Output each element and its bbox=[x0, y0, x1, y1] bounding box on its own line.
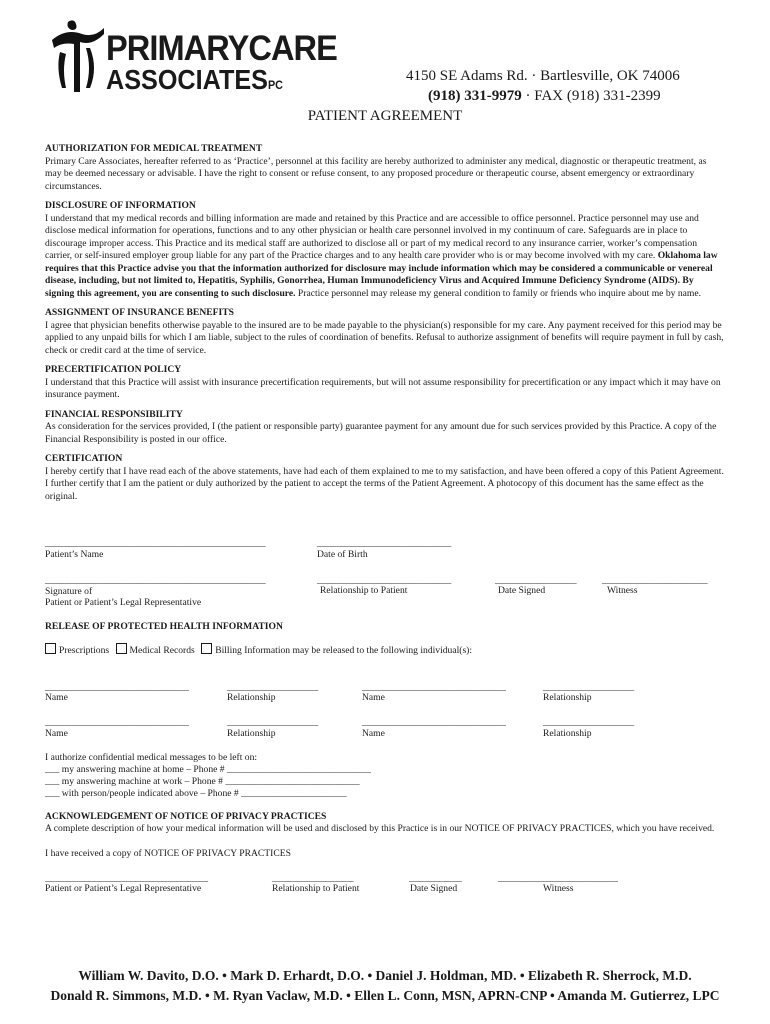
billing-info-label: Billing Information may be released to the following individual(s): bbox=[215, 645, 473, 656]
section-financial bbox=[45, 409, 725, 447]
dob-field[interactable]: ____________________________ bbox=[317, 538, 452, 549]
individual-name-field-4[interactable]: ______________________________ bbox=[362, 717, 506, 728]
message-home-option[interactable]: ___ my answering machine at home – Phone # ______________________________ bbox=[45, 764, 371, 775]
disclosure-law-notice: Oklahoma law requires that this Practice advise you that the information authorized for disclosure may include information which may be considered a communicable or venereal disease, including, but not limited to, Hepatitis, Syphilis, Gonorrhea, Human Immunodeficiency Virus and Acquired Immune Deficiency Syndrome (AIDS). By signing this agreement, you are consenting to such disclosure. bbox=[45, 250, 718, 299]
date-signed-field[interactable]: _________________ bbox=[495, 575, 577, 586]
privacy-rep-field[interactable]: __________________________________ bbox=[45, 873, 209, 884]
privacy-date-field[interactable]: ___________ bbox=[409, 873, 462, 884]
release-heading: RELEASE OF PROTECTED HEALTH INFORMATION bbox=[45, 621, 283, 632]
name-label: Name bbox=[45, 728, 68, 739]
medical-records-label: Medical Records bbox=[129, 645, 195, 656]
section-precertification bbox=[45, 364, 725, 402]
section-heading: CERTIFICATION bbox=[45, 453, 123, 464]
section-text: I agree that physician benefits otherwise payable to the insured are to be made payable to the physician(s) responsible for my care. Any payment received for this period may be applied to any unpaid bills for which I am liable, subject to the rules of coordination of benefits. Refusal to authorize assignment of benefits will require payment in full by cash, check or credit card at the time of service. bbox=[45, 319, 724, 356]
legal-rep-label: Patient or Patient’s Legal Representative bbox=[45, 597, 202, 608]
section-text: As consideration for the services provided, I (the patient or responsible party) guarantee payment for any amount due for such services provided by this Practice. A copy of the Financial Responsibility is posted in our office. bbox=[45, 421, 717, 445]
message-work-option[interactable]: ___ my answering machine at work – Phone # ____________________________ bbox=[45, 776, 360, 787]
address-line: 4150 SE Adams Rd. · Bartlesville, OK 74006 bbox=[406, 68, 680, 84]
physicians-line-2: Donald R. Simmons, M.D. • M. Ryan Vaclaw, M.D. • Ellen L. Conn, MSN, APRN-CNP • Amanda M. Gutierrez, LPC bbox=[50, 988, 720, 1003]
dob-label: Date of Birth bbox=[317, 549, 368, 560]
message-auth-intro: I authorize confidential medical messages to be left on: bbox=[45, 752, 258, 763]
patient-name-label: Patient’s Name bbox=[45, 549, 104, 560]
privacy-witness-label: Witness bbox=[543, 883, 574, 894]
name-label: Name bbox=[45, 692, 68, 703]
fax-number: · FAX (918) 331-2399 bbox=[521, 88, 661, 104]
medical-records-checkbox[interactable] bbox=[116, 643, 127, 654]
individual-name-field-2[interactable]: ______________________________ bbox=[362, 682, 506, 693]
phone-line bbox=[428, 88, 661, 105]
section-certification bbox=[45, 453, 725, 503]
date-signed-label: Date Signed bbox=[498, 585, 546, 596]
logo-figure-icon bbox=[46, 18, 106, 96]
section-heading: ASSIGNMENT OF INSURANCE BENEFITS bbox=[45, 307, 234, 318]
relationship-label: Relationship bbox=[543, 692, 592, 703]
relationship-field[interactable]: ____________________________ bbox=[317, 575, 452, 586]
phone-number: (918) 331-9979 bbox=[428, 88, 522, 104]
individual-relationship-field-4[interactable]: ___________________ bbox=[543, 717, 635, 728]
privacy-text: A complete description of how your medical information will be used and disclosed by this Practice is in our NOTICE OF PRIVACY PRACTICES, which you have received. bbox=[45, 823, 715, 834]
relationship-label: Relationship bbox=[227, 728, 276, 739]
signature-label: Signature of bbox=[45, 586, 93, 597]
message-person-option[interactable]: ___ with person/people indicated above – Phone # ______________________ bbox=[45, 788, 347, 799]
privacy-relationship-label: Relationship to Patient bbox=[272, 883, 360, 894]
section-text: I understand that this Practice will assist with insurance precertification requirements, but will not assume responsibility for precertification or any impact which it may have on insurance payment. bbox=[45, 376, 721, 400]
individual-name-field-3[interactable]: ______________________________ bbox=[45, 717, 189, 728]
privacy-rep-label: Patient or Patient’s Legal Representative bbox=[45, 883, 202, 894]
privacy-witness-field[interactable]: _________________________ bbox=[498, 873, 618, 884]
witness-label: Witness bbox=[607, 585, 638, 596]
section-authorization bbox=[45, 143, 725, 193]
section-assignment bbox=[45, 307, 725, 357]
physicians-line-1: William W. Davito, D.O. • Mark D. Erhardt, D.O. • Daniel J. Holdman, MD. • Elizabeth R. Sherrock, M.D. bbox=[78, 968, 692, 983]
logo-text-associates: ASSOCIATESPC bbox=[106, 64, 283, 95]
individual-relationship-field-2[interactable]: ___________________ bbox=[543, 682, 635, 693]
section-heading: FINANCIAL RESPONSIBILITY bbox=[45, 408, 183, 420]
prescriptions-checkbox[interactable] bbox=[45, 643, 56, 654]
section-text: I understand that my medical records and billing information are made and retained by this Practice and are accessible to office personnel. Practice personnel may use and disclose medical information for operations, functions and to any other physician or health care personnel involved in my continuum of care. Safeguards are in place to discourage improper access. This Practice and its medical staff are authorized to disclose all or part of my medical record to any insurance carrier, worker’s compensation carrier, or self-insured employer group liable for any part of the Practice charges and to any health care provider who is or may become involved with my care. Oklahoma law requires that this Practice advise you that the information authorized for disclosure may include information which may be considered a communicable or venereal disease, including, but not limited to, Hepatitis, Syphilis, Gonorrhea, Human Immunodeficiency Virus and Acquired Immune Deficiency Syndrome (AIDS). By signing this agreement, you are consenting to such disclosure. Practice personnel may release my general condition to family or friends who inquire about me by name. bbox=[45, 212, 718, 299]
name-label: Name bbox=[362, 728, 385, 739]
individual-name-field-1[interactable]: ______________________________ bbox=[45, 682, 189, 693]
patient-name-field[interactable]: ______________________________________________ bbox=[45, 538, 266, 549]
section-text: Primary Care Associates, hereafter referred to as ‘Practice’, personnel at this facility are hereby authorized to administer any medical, diagnostic or therapeutic treatment, as may be deemed necessary or advisable. I have the right to consent or refuse consent, to any proposed procedure or therapeutic course, absent emergency or extraordinary circumstances. bbox=[45, 155, 707, 192]
document-title: PATIENT AGREEMENT bbox=[307, 108, 463, 124]
privacy-date-label: Date Signed bbox=[410, 883, 458, 894]
relationship-label: Relationship to Patient bbox=[320, 585, 408, 596]
logo-text-primary: PRIMARYCARE bbox=[106, 29, 337, 68]
name-label: Name bbox=[362, 692, 385, 703]
relationship-label: Relationship bbox=[227, 692, 276, 703]
privacy-received-text: I have received a copy of NOTICE OF PRIVACY PRACTICES bbox=[45, 848, 291, 859]
section-heading: PRECERTIFICATION POLICY bbox=[45, 364, 182, 375]
prescriptions-label: Prescriptions bbox=[59, 645, 110, 656]
privacy-relationship-field[interactable]: _________________ bbox=[272, 873, 354, 884]
witness-field[interactable]: ______________________ bbox=[602, 575, 708, 586]
signature-field[interactable]: ______________________________________________ bbox=[45, 575, 266, 586]
section-text: I hereby certify that I have read each of the above statements, have had each of them explained to me to my satisfaction, and have been offered a copy of this Patient Agreement. I further certify that I am the patient or duly authorized by the patient to accept the terms of the Patient Agreement. A photocopy of this document has the same effect as the original. bbox=[45, 465, 724, 502]
section-heading: AUTHORIZATION FOR MEDICAL TREATMENT bbox=[45, 143, 263, 154]
section-heading: DISCLOSURE OF INFORMATION bbox=[45, 200, 196, 211]
agreement-body bbox=[45, 143, 725, 510]
release-options bbox=[45, 643, 472, 656]
section-disclosure bbox=[45, 200, 725, 300]
relationship-label: Relationship bbox=[543, 728, 592, 739]
logo-text-pc: PC bbox=[267, 78, 283, 92]
privacy-heading: ACKNOWLEDGEMENT OF NOTICE OF PRIVACY PRACTICES bbox=[45, 811, 327, 822]
individual-relationship-field-1[interactable]: ___________________ bbox=[227, 682, 319, 693]
individual-relationship-field-3[interactable]: ___________________ bbox=[227, 717, 319, 728]
billing-info-checkbox[interactable] bbox=[201, 643, 212, 654]
